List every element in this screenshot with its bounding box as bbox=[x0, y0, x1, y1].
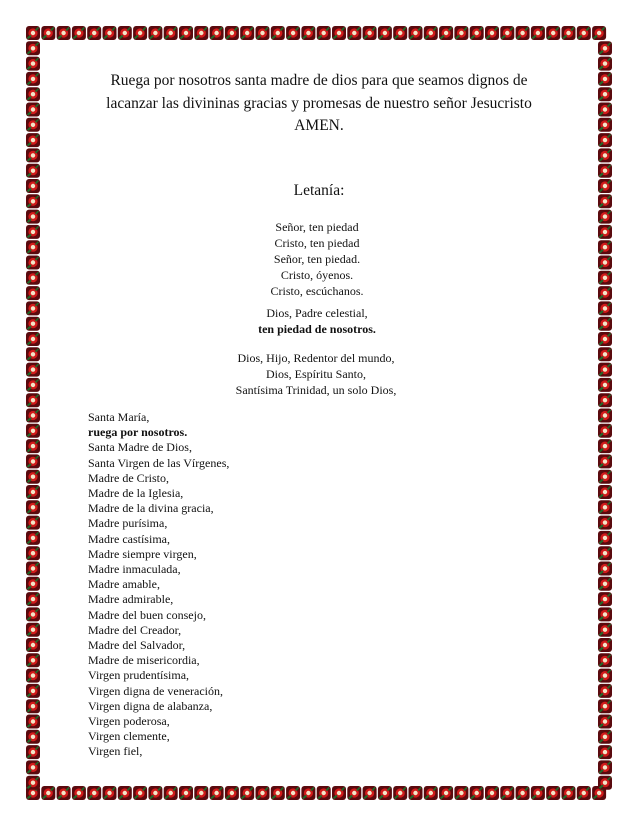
border-tile bbox=[598, 715, 612, 729]
border-tile bbox=[393, 786, 407, 800]
list-item: Virgen digna de alabanza, bbox=[88, 698, 213, 713]
border-tile bbox=[26, 776, 40, 790]
border-tile bbox=[26, 164, 40, 178]
border-tile bbox=[179, 26, 193, 40]
border-tile bbox=[409, 786, 423, 800]
border-tile bbox=[26, 41, 40, 55]
border-tile bbox=[598, 148, 612, 162]
border-tile bbox=[26, 760, 40, 774]
father-response: ten piedad de nosotros. bbox=[258, 322, 376, 336]
border-tile bbox=[598, 607, 612, 621]
border-tile bbox=[598, 133, 612, 147]
border-tile bbox=[439, 26, 453, 40]
border-tile bbox=[500, 786, 514, 800]
border-tile bbox=[256, 786, 270, 800]
border-tile bbox=[424, 26, 438, 40]
litany-list bbox=[88, 410, 388, 760]
border-tile bbox=[72, 786, 86, 800]
border-tile bbox=[531, 26, 545, 40]
border-tile bbox=[286, 26, 300, 40]
border-tile bbox=[598, 500, 612, 514]
border-tile bbox=[271, 26, 285, 40]
border-tile bbox=[332, 26, 346, 40]
list-item: Madre del buen consejo, bbox=[88, 607, 206, 622]
border-tile bbox=[164, 26, 178, 40]
list-item: Madre de la Iglesia, bbox=[88, 486, 184, 501]
border-tile bbox=[592, 26, 606, 40]
litany-heading: Letanía: bbox=[293, 182, 345, 199]
border-tile bbox=[546, 786, 560, 800]
border-tile bbox=[516, 26, 530, 40]
list-item: Madre del Creador, bbox=[88, 622, 182, 637]
list-item: Virgen poderosa, bbox=[88, 714, 170, 729]
border-tile bbox=[57, 786, 71, 800]
border-tile bbox=[439, 786, 453, 800]
border-tile bbox=[133, 786, 147, 800]
border-tile bbox=[598, 684, 612, 698]
border-tile bbox=[225, 786, 239, 800]
border-tile bbox=[598, 653, 612, 667]
border-tile bbox=[240, 786, 254, 800]
border-tile bbox=[598, 592, 612, 606]
list-item: Santa Virgen de las Vírgenes, bbox=[88, 455, 230, 470]
border-tile bbox=[598, 760, 612, 774]
border-tile bbox=[103, 786, 117, 800]
border-tile bbox=[26, 148, 40, 162]
border-tile bbox=[103, 26, 117, 40]
border-tile bbox=[485, 786, 499, 800]
border-tile bbox=[210, 26, 224, 40]
border-tile bbox=[26, 653, 40, 667]
list-item: Madre admirable, bbox=[88, 592, 174, 607]
border-tile bbox=[194, 26, 208, 40]
border-tile bbox=[577, 26, 591, 40]
border-tile bbox=[598, 669, 612, 683]
border-tile bbox=[26, 745, 40, 759]
border-tile bbox=[118, 26, 132, 40]
list-item: Virgen prudentísima, bbox=[88, 668, 190, 683]
border-tile bbox=[87, 786, 101, 800]
father-block bbox=[0, 305, 638, 337]
border-tile bbox=[26, 118, 40, 132]
border-tile bbox=[598, 454, 612, 468]
border-tile bbox=[118, 786, 132, 800]
border-tile bbox=[562, 786, 576, 800]
border-tile bbox=[598, 87, 612, 101]
list-item: Madre siempre virgen, bbox=[88, 546, 197, 561]
border-tile bbox=[26, 133, 40, 147]
border-tile bbox=[26, 470, 40, 484]
border-tile bbox=[454, 26, 468, 40]
border-tile bbox=[598, 638, 612, 652]
border-tile bbox=[317, 786, 331, 800]
border-tile bbox=[271, 786, 285, 800]
border-tile bbox=[26, 87, 40, 101]
list-item: Madre castísima, bbox=[88, 531, 170, 546]
border-tile bbox=[301, 786, 315, 800]
intro-line-1: Ruega por nosotros santa madre de dios para que seamos dignos de bbox=[110, 72, 528, 89]
border-tile bbox=[26, 699, 40, 713]
border-tile bbox=[26, 715, 40, 729]
border-tile bbox=[26, 684, 40, 698]
border-tile bbox=[598, 699, 612, 713]
kyrie-line: Señor, ten piedad bbox=[275, 220, 359, 234]
border-tile bbox=[470, 786, 484, 800]
list-item: Madre inmaculada, bbox=[88, 562, 181, 577]
border-tile bbox=[148, 26, 162, 40]
border-tile bbox=[598, 72, 612, 86]
border-tile bbox=[378, 786, 392, 800]
border-tile bbox=[210, 786, 224, 800]
kyrie-line: Cristo, óyenos. bbox=[280, 268, 354, 282]
border-tile bbox=[26, 409, 40, 423]
border-tile bbox=[26, 57, 40, 71]
kyrie-line: Cristo, escúchanos. bbox=[270, 284, 364, 298]
list-item: Madre purísima, bbox=[88, 516, 168, 531]
border-tile bbox=[598, 41, 612, 55]
border-tile bbox=[26, 439, 40, 453]
border-tile bbox=[598, 485, 612, 499]
border-tile bbox=[26, 454, 40, 468]
border-tile bbox=[133, 26, 147, 40]
border-tile bbox=[26, 500, 40, 514]
border-tile bbox=[26, 72, 40, 86]
border-tile bbox=[531, 786, 545, 800]
border-tile bbox=[26, 424, 40, 438]
border-tile bbox=[598, 516, 612, 530]
border-tile bbox=[41, 786, 55, 800]
border-tile bbox=[598, 623, 612, 637]
border-tile bbox=[26, 485, 40, 499]
border-tile bbox=[26, 638, 40, 652]
border-tile bbox=[57, 26, 71, 40]
list-item: Madre de la divina gracia, bbox=[88, 501, 214, 516]
father-line: Dios, Padre celestial, bbox=[266, 306, 368, 320]
border-tile bbox=[598, 424, 612, 438]
border-tile bbox=[26, 669, 40, 683]
border-tile bbox=[454, 786, 468, 800]
border-tile bbox=[72, 26, 86, 40]
litany-first: Santa María, bbox=[88, 410, 150, 424]
border-tile bbox=[598, 730, 612, 744]
border-tile bbox=[500, 26, 514, 40]
border-tile bbox=[409, 26, 423, 40]
border-tile bbox=[240, 26, 254, 40]
border-tile bbox=[363, 26, 377, 40]
trinity-line: Santísima Trinidad, un solo Dios, bbox=[235, 383, 397, 397]
border-tile bbox=[26, 26, 40, 40]
border-tile bbox=[347, 26, 361, 40]
border-tile bbox=[598, 546, 612, 560]
border-tile bbox=[332, 786, 346, 800]
border-tile bbox=[598, 745, 612, 759]
list-item: Virgen clemente, bbox=[88, 729, 170, 744]
list-item: Madre de Cristo, bbox=[88, 470, 169, 485]
border-tile bbox=[26, 592, 40, 606]
list-item: Madre de misericordia, bbox=[88, 653, 200, 668]
trinity-line: Dios, Hijo, Redentor del mundo, bbox=[237, 351, 395, 365]
list-item: Virgen digna de veneración, bbox=[88, 683, 224, 698]
border-tile bbox=[598, 103, 612, 117]
border-tile bbox=[26, 577, 40, 591]
border-tile bbox=[225, 26, 239, 40]
border-tile bbox=[598, 439, 612, 453]
border-tile bbox=[26, 531, 40, 545]
border-tile bbox=[26, 607, 40, 621]
border-tile bbox=[347, 786, 361, 800]
border-tile bbox=[301, 26, 315, 40]
border-tile bbox=[26, 623, 40, 637]
border-tile bbox=[378, 26, 392, 40]
intro-line-2: lacanzar las divininas gracias y promesas de nuestro señor Jesucristo bbox=[106, 94, 532, 112]
intro-amen: AMEN. bbox=[294, 117, 344, 134]
border-tile bbox=[598, 776, 612, 790]
border-tile bbox=[598, 164, 612, 178]
list-item: Santa Madre de Dios, bbox=[88, 440, 192, 455]
kyrie-line: Cristo, ten piedad bbox=[274, 236, 360, 250]
border-tile bbox=[26, 730, 40, 744]
border-tile bbox=[516, 786, 530, 800]
trinity-line: Dios, Espíritu Santo, bbox=[265, 367, 366, 381]
border-tile bbox=[424, 786, 438, 800]
border-tile bbox=[598, 470, 612, 484]
border-tile bbox=[317, 26, 331, 40]
border-tile bbox=[393, 26, 407, 40]
border-tile bbox=[598, 562, 612, 576]
border-tile bbox=[26, 103, 40, 117]
border-tile bbox=[26, 516, 40, 530]
border-tile bbox=[598, 118, 612, 132]
border-tile bbox=[179, 786, 193, 800]
border-tile bbox=[41, 26, 55, 40]
border-tile bbox=[546, 26, 560, 40]
border-tile bbox=[286, 786, 300, 800]
kyrie-line: Señor, ten piedad. bbox=[273, 252, 361, 266]
border-tile bbox=[598, 409, 612, 423]
border-tile bbox=[148, 786, 162, 800]
border-tile bbox=[562, 26, 576, 40]
border-tile bbox=[194, 786, 208, 800]
border-tile bbox=[470, 26, 484, 40]
border-tile bbox=[26, 562, 40, 576]
border-tile bbox=[598, 577, 612, 591]
litany-response: ruega por nosotros. bbox=[88, 425, 188, 440]
trinity-block bbox=[0, 350, 638, 398]
list-item: Virgen fiel, bbox=[88, 744, 143, 759]
border-tile bbox=[87, 26, 101, 40]
border-tile bbox=[598, 57, 612, 71]
border-tile bbox=[26, 546, 40, 560]
border-tile bbox=[256, 26, 270, 40]
border-tile bbox=[598, 531, 612, 545]
border-tile bbox=[485, 26, 499, 40]
kyrie-block bbox=[0, 219, 638, 299]
intro-prayer bbox=[88, 70, 550, 138]
border-tile bbox=[577, 786, 591, 800]
list-item: Madre amable, bbox=[88, 577, 160, 592]
border-tile bbox=[363, 786, 377, 800]
list-item: Madre del Salvador, bbox=[88, 638, 186, 653]
border-tile bbox=[164, 786, 178, 800]
